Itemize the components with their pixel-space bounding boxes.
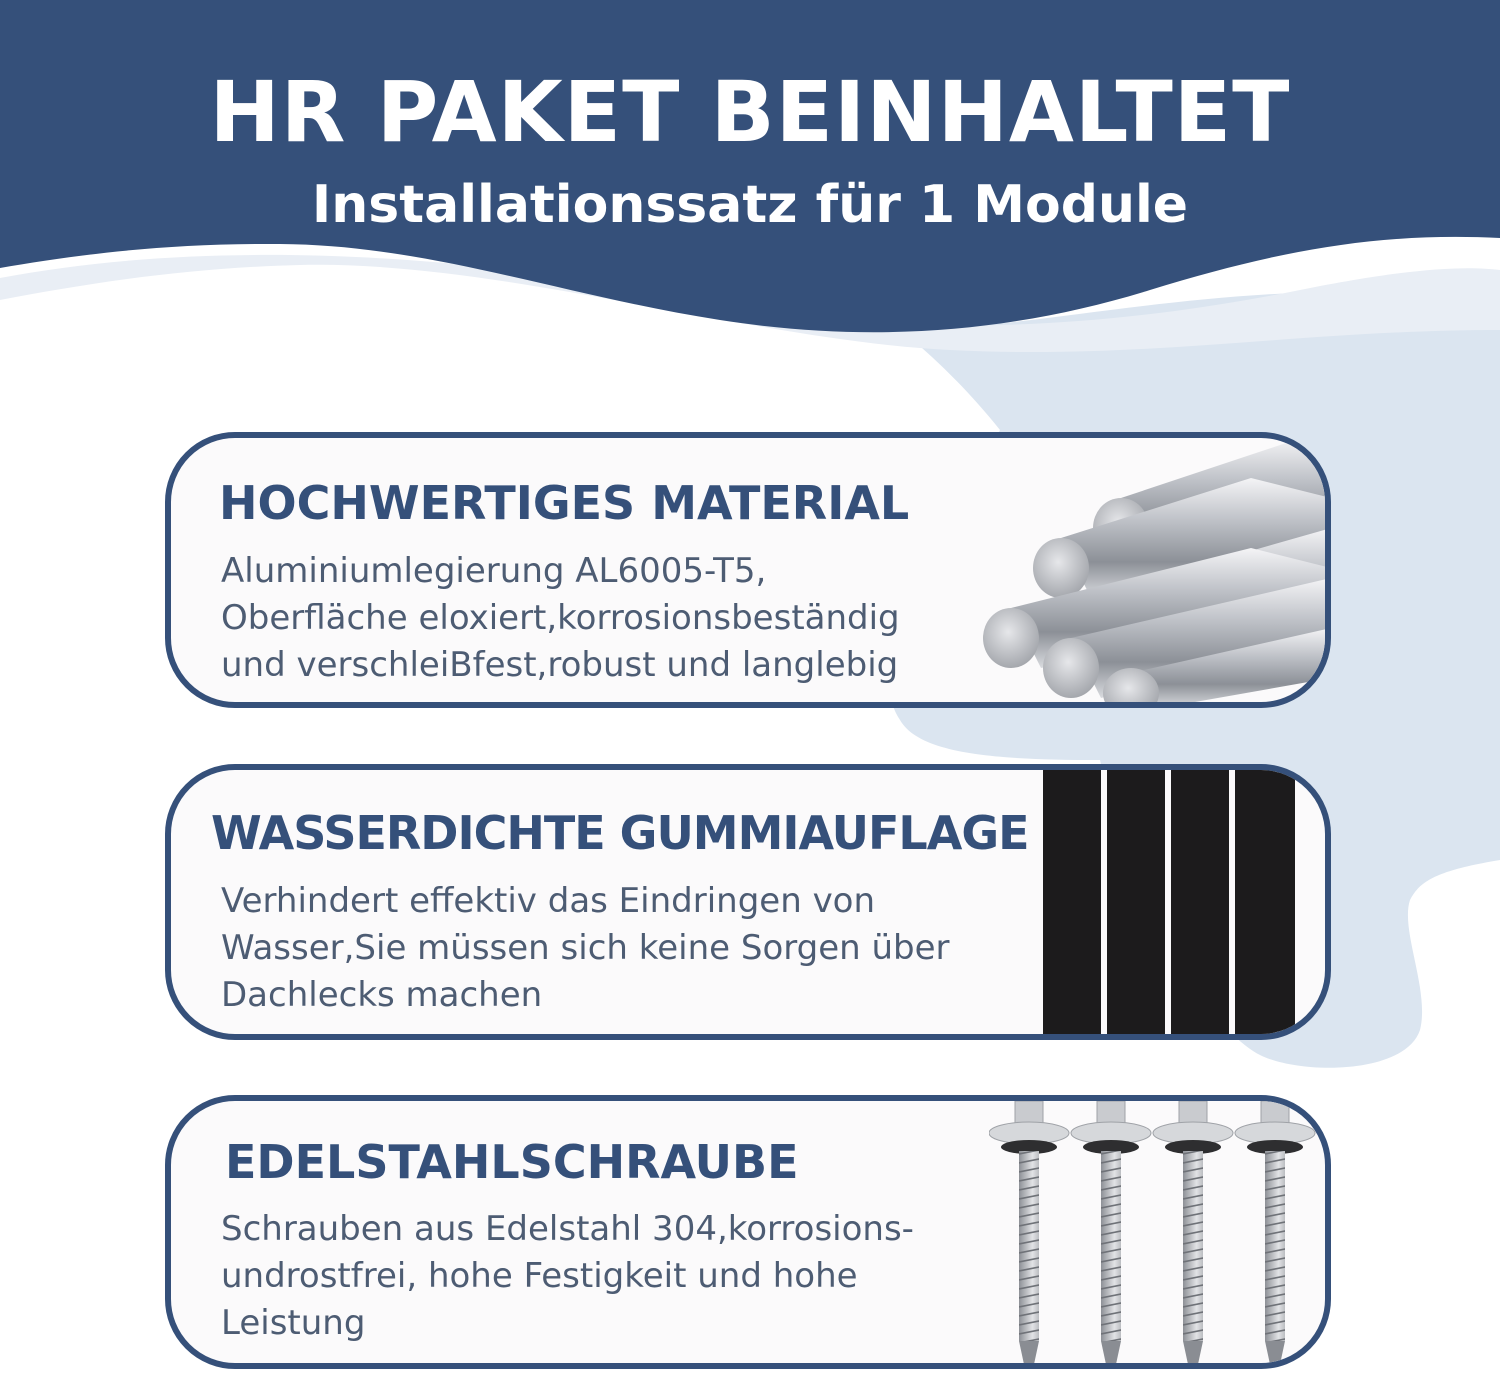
feature-title: EDELSTAHLSCHRAUBE	[225, 1135, 799, 1189]
feature-description	[221, 878, 950, 1019]
header-wave	[0, 0, 1500, 332]
feature-description-line: und verschleiBfest,robust und langlebig	[221, 645, 899, 685]
feature-description	[221, 548, 900, 689]
page-title: HR PAKET BEINHALTET	[209, 63, 1291, 161]
feature-description-line: Dachlecks machen	[221, 975, 543, 1015]
feature-description-line: Leistung	[221, 1303, 366, 1343]
feature-card-screws	[165, 1095, 1331, 1369]
rubber-pads-icon	[1041, 770, 1301, 1040]
feature-description	[221, 1206, 914, 1347]
feature-description-line: Verhindert effektiv das Eindringen von	[221, 881, 876, 921]
feature-description-line: Oberfläche eloxiert,korrosionsbeständig	[221, 598, 900, 638]
feature-description-line: Wasser,Sie müssen sich keine Sorgen über	[221, 928, 950, 968]
feature-title: HOCHWERTIGES MATERIAL	[219, 476, 910, 530]
page-subtitle: Installationssatz für 1 Module	[311, 175, 1189, 235]
feature-card-material	[165, 432, 1331, 708]
aluminium-rods-icon	[951, 438, 1331, 708]
feature-description-line: Schrauben aus Edelstahl 304,korrosions-	[221, 1209, 914, 1249]
feature-card-rubber	[165, 764, 1331, 1040]
feature-description-line: Aluminiumlegierung AL6005-T5,	[221, 551, 767, 591]
feature-description-line: undrostfrei, hohe Festigkeit und hohe	[221, 1256, 858, 1296]
screws-icon	[989, 1101, 1319, 1369]
feature-title: WASSERDICHTE GUMMIAUFLAGE	[211, 806, 1029, 860]
